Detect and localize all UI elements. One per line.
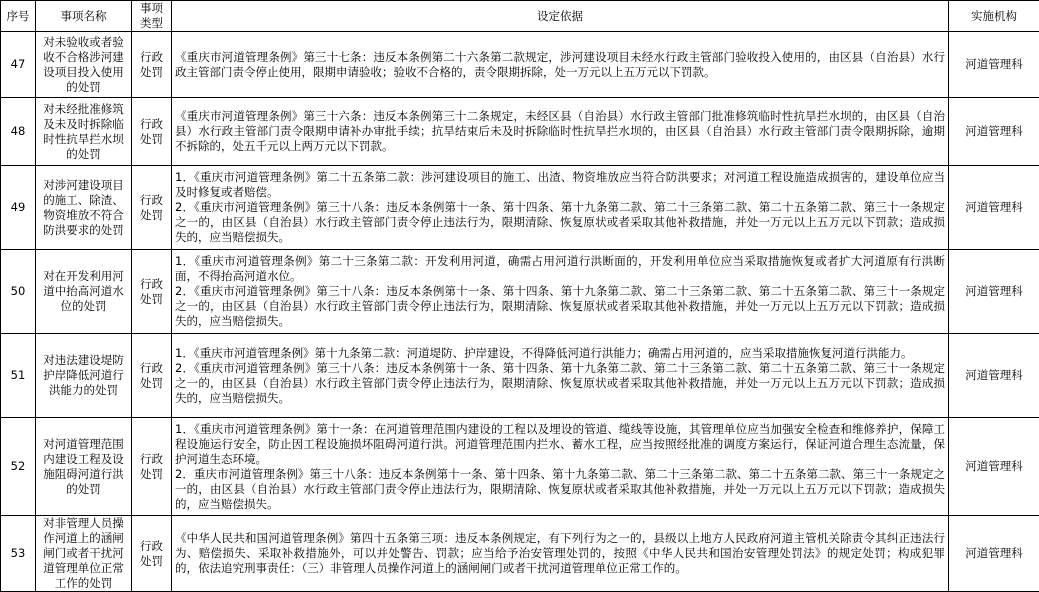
basis-clause: 1．《重庆市河道管理条例》第二十五条第二款：涉河建设项目的施工、出渣、物资堆放应当符合防洪要求；对河道工程设施造成损害的，建设单位应当及时修复或者赔偿。: [175, 170, 945, 200]
row-no: 52: [1, 418, 36, 516]
basis-clause: 2．《重庆市河道管理条例》第三十八条：违反本条例第十一条、第十四条、第十九条第二款、第二十三条第二款、第二十五条第二款、第三十一条规定之一的，由区县（自治县）水行政主管部门责令停止违法行为，限期清除、恢复原状或者采取其他补救措施，并处一万元以上五万元以下罚款；造成损失的，应当赔偿损失。: [175, 200, 945, 245]
row-type: 行政处罚: [132, 32, 172, 98]
basis-clause: 《重庆市河道管理条例》第三十七条：违反本条例第二十六条第二款规定，涉河建设项目未经水行政主管部门验收投入使用的，由区县（自治县）水行政主管部门责令停止使用，限期申请验收；验收不合格的，责令限期拆除，处一万元以上五万元以下罚款。: [175, 50, 945, 80]
table-row: [1, 418, 1039, 516]
row-basis: [172, 98, 949, 166]
row-name: 对涉河建设项目的施工、除渣、物资堆放不符合防洪要求的处罚: [36, 166, 132, 250]
row-name: 对未验收或者验收不合格涉河建设项目投入使用的处罚: [36, 32, 132, 98]
basis-clause: 2．《重庆市河道管理条例》第三十八条：违反本条例第十一条、第十四条、第十九条第二款、第二十三条第二款、第二十五条第二款、第三十一条规定之一的，由区县（自治县）水行政主管部门责令停止违法行为，限期清除、恢复原状或者采取其他补救措施，并处一万元以上五万元以下罚款；造成损失的，应当赔偿损失。: [175, 361, 945, 406]
table-row: [1, 98, 1039, 166]
row-basis: [172, 32, 949, 98]
row-type: 行政处罚: [132, 166, 172, 250]
table-header-row: [1, 1, 1039, 32]
header-name: 事项名称: [36, 1, 132, 32]
row-name: 对河道管理范围内建设工程及设施阻碍河道行洪的处罚: [36, 418, 132, 516]
basis-clause: 1．《重庆市河道管理条例》第十九条第二款：河道堤防、护岸建设，不得降低河道行洪能力；确需占用河道的，应当采取措施恢复河道行洪能力。: [175, 346, 945, 361]
row-name: 对未经批准修筑及未及时拆除临时性抗旱拦水坝的处罚: [36, 98, 132, 166]
row-agency: 河道管理科: [949, 516, 1039, 592]
row-agency: 河道管理科: [949, 418, 1039, 516]
row-no: 48: [1, 98, 36, 166]
row-no: 53: [1, 516, 36, 592]
row-name: 对非管理人员操作河道上的涵闸闸门或者干扰河道管理单位正常工作的处罚: [36, 516, 132, 592]
row-no: 51: [1, 334, 36, 418]
table-row: [1, 32, 1039, 98]
row-no: 47: [1, 32, 36, 98]
row-basis: [172, 166, 949, 250]
row-basis: [172, 516, 949, 592]
row-basis: [172, 418, 949, 516]
basis-clause: 1．《重庆市河道管理条例》第二十三条第二款：开发利用河道，确需占用河道行洪断面的，开发利用单位应当采取措施恢复或者扩大河道原有行洪断面，不得抬高河道水位。: [175, 254, 945, 284]
row-agency: 河道管理科: [949, 32, 1039, 98]
header-basis: 设定依据: [172, 1, 949, 32]
row-basis: [172, 334, 949, 418]
row-no: 49: [1, 166, 36, 250]
row-agency: 河道管理科: [949, 166, 1039, 250]
row-type: 行政处罚: [132, 250, 172, 334]
row-agency: 河道管理科: [949, 250, 1039, 334]
header-type: 事项类型: [132, 1, 172, 32]
header-no: 序号: [1, 1, 36, 32]
basis-clause: 《中华人民共和国河道管理条例》第四十五条第三项：违反本条例规定，有下列行为之一的，县级以上地方人民政府河道主管机关除责令其纠正违法行为、赔偿损失、采取补救措施外，可以并处警告、罚款；应当给予治安管理处罚的，按照《中华人民共和国治安管理处罚法》的规定处罚；构成犯罪的，依法追究刑事责任：（三）非管理人员操作河道上的涵闸闸门或者干扰河道管理单位正常工作的。: [175, 531, 945, 576]
row-type: 行政处罚: [132, 418, 172, 516]
table-row: [1, 334, 1039, 418]
row-agency: 河道管理科: [949, 334, 1039, 418]
table-row: [1, 166, 1039, 250]
basis-clause: 2．《重庆市河道管理条例》第三十八条：违反本条例第十一条、第十四条、第十九条第二款、第二十三条第二款、第二十五条第二款、第三十一条规定之一的，由区县（自治县）水行政主管部门责令停止违法行为，限期清除、恢复原状或者采取其他补救措施，并处一万元以上五万元以下罚款；造成损失的，应当赔偿损失。: [175, 284, 945, 329]
row-type: 行政处罚: [132, 516, 172, 592]
basis-clause: 1．《重庆市河道管理条例》第十一条：在河道管理范围内建设的工程以及埋设的管道、缆线等设施，其管理单位应当加强安全检查和维修养护，保障工程设施运行安全，防止因工程设施损坏阻碍河道行洪。河道管理范围内拦水、蓄水工程，应当按照经批准的调度方案运行，保证河道合理生态流量，保护河道生态环境。: [175, 422, 945, 467]
basis-clause: 2．重庆市河道管理条例》第三十八条：违反本条例第十一条、第十四条、第十九条第二款、第二十三条第二款、第二十五条第二款、第三十一条规定之一的，由区县（自治县）水行政主管部门责令停止违法行为，限期清除、恢复原状或者采取其他补救措施，并处一万元以上五万元以下罚款；造成损失的，应当赔偿损失。: [175, 467, 945, 512]
row-name: 对在开发利用河道中抬高河道水位的处罚: [36, 250, 132, 334]
basis-clause: 《重庆市河道管理条例》第三十六条：违反本条例第三十二条规定，未经区县（自治县）水行政主管部门批准修筑临时性抗旱拦水坝的，由区县（自治县）水行政主管部门责令限期申请补办审批手续；抗旱结束后未及时拆除临时性抗旱拦水坝的，由区县（自治县）水行政主管部门责令限期拆除，逾期不拆除的，处五千元以上两万元以下罚款。: [175, 109, 945, 154]
table-row: [1, 250, 1039, 334]
row-type: 行政处罚: [132, 334, 172, 418]
row-basis: [172, 250, 949, 334]
row-type: 行政处罚: [132, 98, 172, 166]
row-agency: 河道管理科: [949, 98, 1039, 166]
row-name: 对违法建设堤防护岸降低河道行洪能力的处罚: [36, 334, 132, 418]
header-agency: 实施机构: [949, 1, 1039, 32]
table-row: [1, 516, 1039, 592]
row-no: 50: [1, 250, 36, 334]
